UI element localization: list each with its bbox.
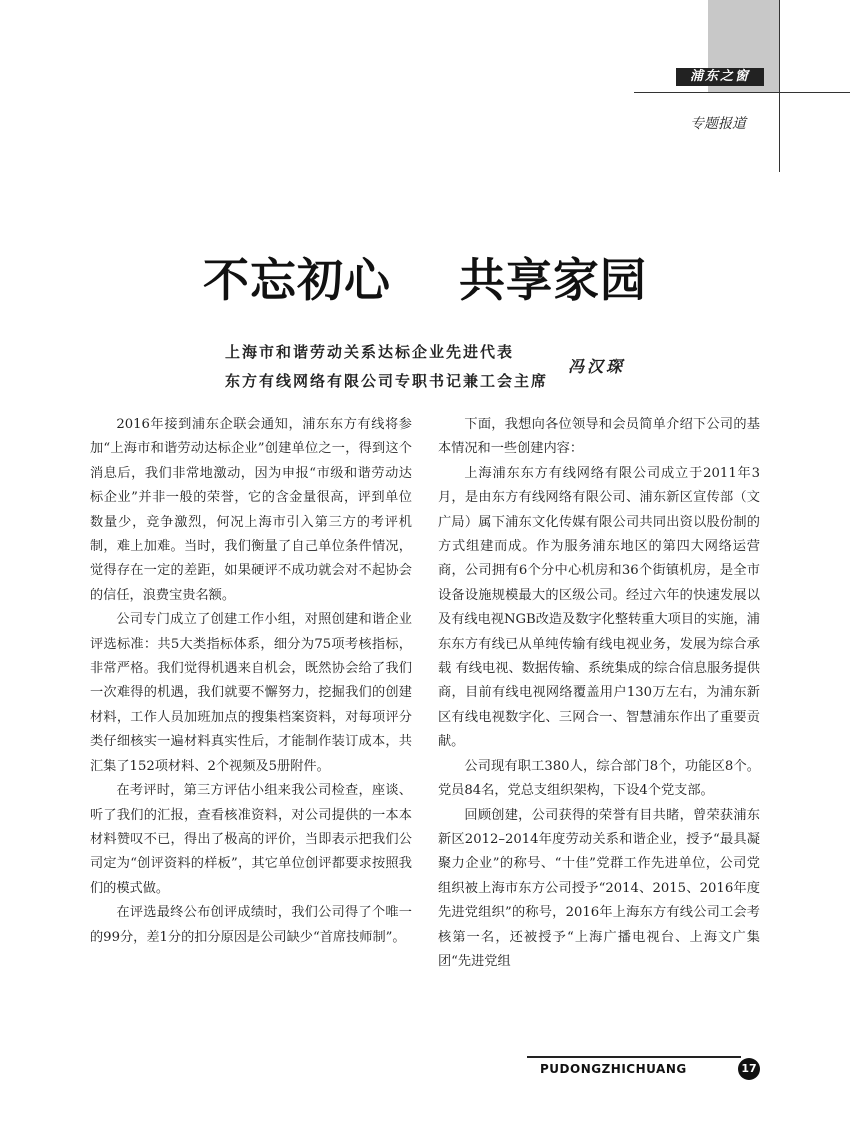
paragraph: 在考评时，第三方评估小组来我公司检查，座谈、听了我们的汇报，查看核准资料，对公司提供的一本本材料赞叹不已，得出了极高的评价，当即表示把我们公司定为“创评资料的样板”，其它单位创评都要求按照我们的模式做。: [90, 783, 412, 896]
right-column: [438, 413, 760, 974]
paragraph: 公司专门成立了创建工作小组，对照创建和谐企业评选标准：共5大类指标体系，细分为75项考核指标，非常严格。我们觉得机遇来自机会，既然协会给了我们一次难得的机遇，我们就要不懈努力，挖掘我们的创建材料，工作人员加班加点的搜集档案资料，对每项评分类仔细核实一遍材料真实性后，才能制作装订成本，共汇集了152项材料、2个视频及5册附件。: [90, 612, 412, 774]
subtitle-line-1: 上海市和谐劳动关系达标企业先进代表: [225, 343, 515, 361]
header-horizontal-rule: [634, 92, 850, 93]
article-subtitle: [225, 338, 555, 396]
left-column: [90, 413, 412, 950]
paragraph: 在评选最终公布创评成绩时，我们公司得了个唯一的99分，差1分的扣分原因是公司缺少“首席技师制”。: [90, 905, 412, 945]
paragraph: 公司现有职工380人，综合部门8个，功能区8个。党员84名，党总支组织架构，下设4个党支部。: [438, 758, 760, 799]
page-number: 17: [738, 1058, 760, 1080]
paragraph: 上海浦东东方有线网络有限公司成立于2011年3月，是由东方有线网络有限公司、浦东新区宣传部（文广局）属下浦东文化传媒有限公司共同出资以股份制的方式组建而成。作为服务浦东地区的第四大网络运营商，公司拥有6个分中心机房和36个街镇机房，是全市设备设施规模最大的区级公司。经过六年的快速发展以及有线电视NGB改造及数字化整转重大项目的实施，浦东东方有线已从单纯传输有线电视业务，发展为综合承载 有线电视、数据传输、系统集成的综合信息服务提供商，目前有线电视网络覆盖用户130万左右，为浦东新区有线电视数字化、三网合一、智慧浦东作出了重要贡献。: [438, 465, 760, 750]
paragraph: 2016年接到浦东企联会通知，浦东东方有线将参加“上海市和谐劳动达标企业”创建单位之一，得到这个消息后，我们非常地激动，因为申报“市级和谐劳动达标企业”并非一般的荣誉，它的含金量很高，评到单位数量少，竞争激烈，何况上海市引入第三方的考评机制，难上加难。当时，我们衡量了自己单位条件情况，觉得存在一定的差距，如果硬评不成功就会对不起协会的信任，浪费宝贵名额。: [90, 417, 412, 603]
subtitle-line-2: 东方有线网络有限公司专职书记兼工会主席: [225, 372, 549, 390]
article-title: 不忘初心 共享家园: [202, 253, 648, 307]
footer-magazine-name: PUDONGZHICHUANG: [540, 1062, 687, 1076]
paragraph: 下面，我想向各位领导和会员简单介绍下公司的基本情况和一些创建内容：: [438, 417, 760, 457]
footer-rule: [527, 1056, 741, 1058]
masthead-logo: 浦东之窗: [676, 68, 764, 86]
author-signature: 冯汉琛: [568, 357, 626, 376]
section-label: 专题报道: [690, 116, 746, 132]
header-vertical-rule: [779, 0, 780, 172]
paragraph: 回顾创建，公司获得的荣誉有目共睹，曾荣获浦东新区2012–2014年度劳动关系和谐企业，授予“最具凝聚力企业”的称号、“十佳”党群工作先进单位，公司党组织被上海市东方公司授予“2014、2015、2016年度先进党组织”的称号，2016年上海东方有线公司工会考核第一名，还被授予“上海广播电视台、上海文广集团“先进党组: [438, 807, 760, 969]
